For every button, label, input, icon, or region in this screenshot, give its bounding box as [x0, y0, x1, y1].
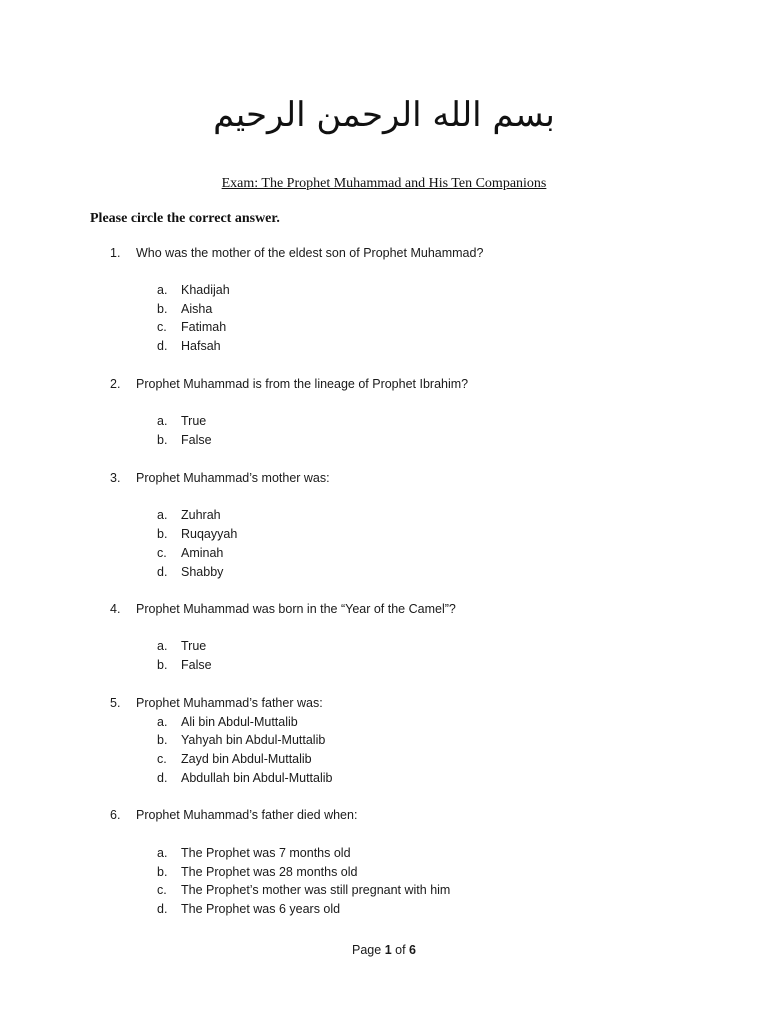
option-5c[interactable]: [157, 752, 312, 766]
option-letter: b.: [157, 527, 168, 541]
page-total: 6: [409, 943, 416, 957]
option-text: Abdullah bin Abdul-Muttalib: [181, 771, 333, 785]
option-4b[interactable]: [157, 658, 212, 672]
option-text: The Prophet’s mother was still pregnant with him: [181, 883, 451, 897]
option-6c[interactable]: [157, 883, 450, 897]
question-text: Prophet Muhammad is from the lineage of Prophet Ibrahim?: [136, 377, 469, 391]
option-5b[interactable]: [157, 733, 325, 747]
question-1: [110, 246, 483, 260]
option-letter: a.: [157, 846, 168, 860]
question-2: [110, 377, 468, 391]
question-5: [110, 696, 323, 710]
option-2a[interactable]: [157, 414, 206, 428]
option-letter: d.: [157, 565, 168, 579]
exam-title: Exam: The Prophet Muhammad and His Ten Companions: [221, 176, 547, 191]
option-text: The Prophet was 7 months old: [181, 846, 351, 860]
question-number: 2.: [110, 377, 121, 391]
question-3: [110, 471, 330, 485]
option-text: False: [181, 658, 212, 672]
option-1d[interactable]: [157, 339, 221, 353]
option-text: Zayd bin Abdul-Muttalib: [181, 752, 312, 766]
option-text: Yahyah bin Abdul-Muttalib: [181, 733, 326, 747]
option-text: Ali bin Abdul-Muttalib: [181, 715, 298, 729]
option-letter: b.: [157, 865, 168, 879]
option-text: True: [181, 639, 207, 653]
option-letter: c.: [157, 883, 167, 897]
option-letter: a.: [157, 283, 168, 297]
option-text: Shabby: [181, 565, 224, 579]
option-letter: d.: [157, 339, 168, 353]
option-6d[interactable]: [157, 902, 340, 916]
bismillah-heading: بسم الله الرحمن الرحيم: [213, 95, 555, 135]
option-text: The Prophet was 6 years old: [181, 902, 341, 916]
option-letter: d.: [157, 771, 168, 785]
option-letter: d.: [157, 902, 168, 916]
option-letter: b.: [157, 302, 168, 316]
option-3b[interactable]: [157, 527, 237, 541]
option-text: Hafsah: [181, 339, 221, 353]
option-letter: c.: [157, 546, 167, 560]
option-6b[interactable]: [157, 865, 358, 879]
option-3a[interactable]: [157, 508, 221, 522]
option-letter: c.: [157, 320, 167, 334]
question-number: 6.: [110, 808, 121, 822]
option-letter: b.: [157, 433, 168, 447]
option-text: Fatimah: [181, 320, 227, 334]
option-letter: b.: [157, 733, 168, 747]
option-text: The Prophet was 28 months old: [181, 865, 358, 879]
of-label: of: [395, 943, 406, 957]
question-text: Prophet Muhammad’s father died when:: [136, 808, 358, 822]
option-1c[interactable]: [157, 320, 226, 334]
question-text: Prophet Muhammad’s father was:: [136, 696, 323, 710]
option-text: Aisha: [181, 302, 213, 316]
question-number: 4.: [110, 602, 121, 616]
option-letter: a.: [157, 715, 168, 729]
option-3c[interactable]: [157, 546, 223, 560]
option-letter: c.: [157, 752, 167, 766]
option-text: Ruqayyah: [181, 527, 238, 541]
page-label: Page: [352, 943, 382, 957]
option-1a[interactable]: [157, 283, 230, 297]
option-3d[interactable]: [157, 565, 223, 579]
question-number: 1.: [110, 246, 121, 260]
option-text: Khadijah: [181, 283, 230, 297]
question-number: 3.: [110, 471, 121, 485]
option-text: Zuhrah: [181, 508, 221, 522]
option-text: False: [181, 433, 212, 447]
option-letter: a.: [157, 508, 168, 522]
page-current: 1: [384, 943, 392, 957]
page-number-footer: [0, 943, 768, 957]
option-letter: b.: [157, 658, 168, 672]
option-text: Aminah: [181, 546, 224, 560]
option-text: True: [181, 414, 207, 428]
instruction-text: Please circle the correct answer.: [90, 211, 280, 226]
option-2b[interactable]: [157, 433, 212, 447]
question-text: Prophet Muhammad was born in the “Year of the Camel”?: [136, 602, 456, 616]
option-6a[interactable]: [157, 846, 351, 860]
question-number: 5.: [110, 696, 121, 710]
option-1b[interactable]: [157, 302, 212, 316]
option-5a[interactable]: [157, 715, 298, 729]
question-4: [110, 602, 456, 616]
option-letter: a.: [157, 414, 168, 428]
question-text: Prophet Muhammad’s mother was:: [136, 471, 330, 485]
question-6: [110, 808, 357, 822]
option-letter: a.: [157, 639, 168, 653]
question-text: Who was the mother of the eldest son of Prophet Muhammad?: [136, 246, 484, 260]
option-5d[interactable]: [157, 771, 333, 785]
option-4a[interactable]: [157, 639, 206, 653]
